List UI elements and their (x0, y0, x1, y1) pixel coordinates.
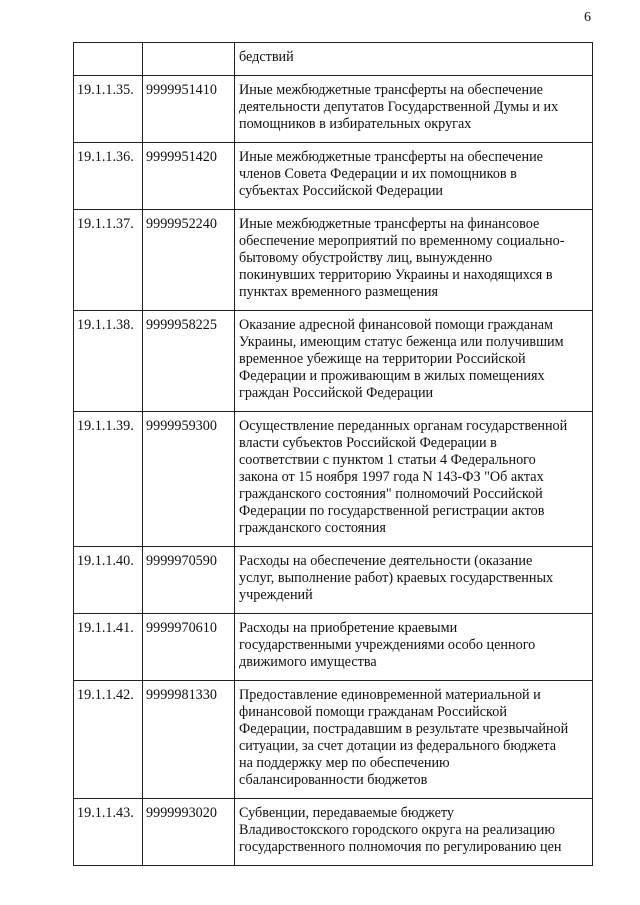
description-cell (235, 614, 593, 681)
description-cell (235, 43, 593, 76)
description-line: бытовому обустройству лиц, вынужденно (239, 250, 493, 266)
description-line: Расходы на приобретение краевыми (239, 620, 458, 636)
budget-code-cell: 9999970590 (143, 547, 235, 614)
budget-code-cell: 9999981330 (143, 681, 235, 799)
item-number-cell: 19.1.1.37. (74, 210, 143, 311)
description-line: финансовой помощи гражданам Российской (239, 704, 507, 720)
description-line: сбалансированности бюджетов (239, 772, 428, 788)
table-row (74, 799, 593, 866)
table-row (74, 311, 593, 412)
description-line: Иные межбюджетные трансферты на финансовое (239, 216, 540, 232)
description-line: ситуации, за счет дотации из федерального бюджета (239, 738, 557, 754)
description-cell (235, 681, 593, 799)
item-number-cell: 19.1.1.43. (74, 799, 143, 866)
budget-code-cell: 9999951410 (143, 76, 235, 143)
description-line: Оказание адресной финансовой помощи гражданам (239, 317, 553, 333)
description-line: государственного полномочия по регулированию цен (239, 839, 562, 855)
item-number-cell: 19.1.1.41. (74, 614, 143, 681)
budget-code-cell: 9999959300 (143, 412, 235, 547)
description-line: покинувших территорию Украины и находящихся в (239, 267, 553, 283)
description-cell (235, 412, 593, 547)
table-row (74, 614, 593, 681)
description-line: Федерации и проживающим в жилых помещениях (239, 368, 545, 384)
description-line: пунктах временного размещения (239, 284, 439, 300)
description-line: граждан Российской Федерации (239, 385, 434, 401)
description-line: услуг, выполнение работ) краевых государственных (239, 570, 554, 586)
table-row (74, 76, 593, 143)
description-line: Расходы на обеспечение деятельности (оказание (239, 553, 533, 569)
table-row (74, 412, 593, 547)
item-number-cell: 19.1.1.35. (74, 76, 143, 143)
description-line: гражданского состояния (239, 520, 386, 536)
item-number-cell: 19.1.1.36. (74, 143, 143, 210)
description-line: обеспечение мероприятий по временному социально- (239, 233, 565, 249)
table-row (74, 210, 593, 311)
item-number-cell: 19.1.1.38. (74, 311, 143, 412)
description-line: бедствий (239, 49, 294, 65)
item-number-cell (74, 43, 143, 76)
budget-code-cell: 9999970610 (143, 614, 235, 681)
description-line: учреждений (239, 587, 313, 603)
table-row (74, 681, 593, 799)
description-line: закона от 15 ноября 1997 года N 143-ФЗ "Об актах (239, 469, 544, 485)
description-line: Владивостокского городского округа на реализацию (239, 822, 555, 838)
description-line: Иные межбюджетные трансферты на обеспечение (239, 149, 543, 165)
table-row (74, 547, 593, 614)
description-line: движимого имущества (239, 654, 377, 670)
description-line: гражданского состояния" полномочий Российской (239, 486, 543, 502)
description-line: помощников в избирательных округах (239, 116, 472, 132)
budget-code-cell (143, 43, 235, 76)
description-line: Федерации по государственной регистрации актов (239, 503, 545, 519)
description-cell (235, 210, 593, 311)
description-line: Иные межбюджетные трансферты на обеспечение (239, 82, 543, 98)
description-cell (235, 547, 593, 614)
description-cell (235, 76, 593, 143)
description-line: Осуществление переданных органам государственной (239, 418, 568, 434)
description-line: власти субъектов Российской Федерации в (239, 435, 497, 451)
item-number-cell: 19.1.1.39. (74, 412, 143, 547)
budget-code-cell: 9999951420 (143, 143, 235, 210)
description-line: государственными учреждениями особо ценного (239, 637, 536, 653)
description-line: членов Совета Федерации и их помощников в (239, 166, 517, 182)
table-row (74, 43, 593, 76)
description-cell (235, 799, 593, 866)
description-line: деятельности депутатов Государственной Думы и их (239, 99, 559, 115)
item-number-cell: 19.1.1.42. (74, 681, 143, 799)
description-line: субъектах Российской Федерации (239, 183, 443, 199)
table-row (74, 143, 593, 210)
budget-code-cell: 9999993020 (143, 799, 235, 866)
item-number-cell: 19.1.1.40. (74, 547, 143, 614)
description-line: соответствии с пунктом 1 статьи 4 Федерального (239, 452, 536, 468)
description-line: на поддержку мер по обеспечению (239, 755, 450, 771)
table-body (74, 43, 593, 866)
description-line: Украины, имеющим статус беженца или получившим (239, 334, 564, 350)
budget-code-cell: 9999958225 (143, 311, 235, 412)
description-cell (235, 311, 593, 412)
description-cell (235, 143, 593, 210)
description-line: Предоставление единовременной материальной и (239, 687, 541, 703)
budget-classification-table (73, 42, 593, 866)
description-line: временное убежище на территории Российской (239, 351, 526, 367)
page-number: 6 (584, 10, 591, 25)
description-line: Федерации, пострадавшим в результате чрезвычайной (239, 721, 569, 737)
budget-code-cell: 9999952240 (143, 210, 235, 311)
description-line: Субвенции, передаваемые бюджету (239, 805, 455, 821)
